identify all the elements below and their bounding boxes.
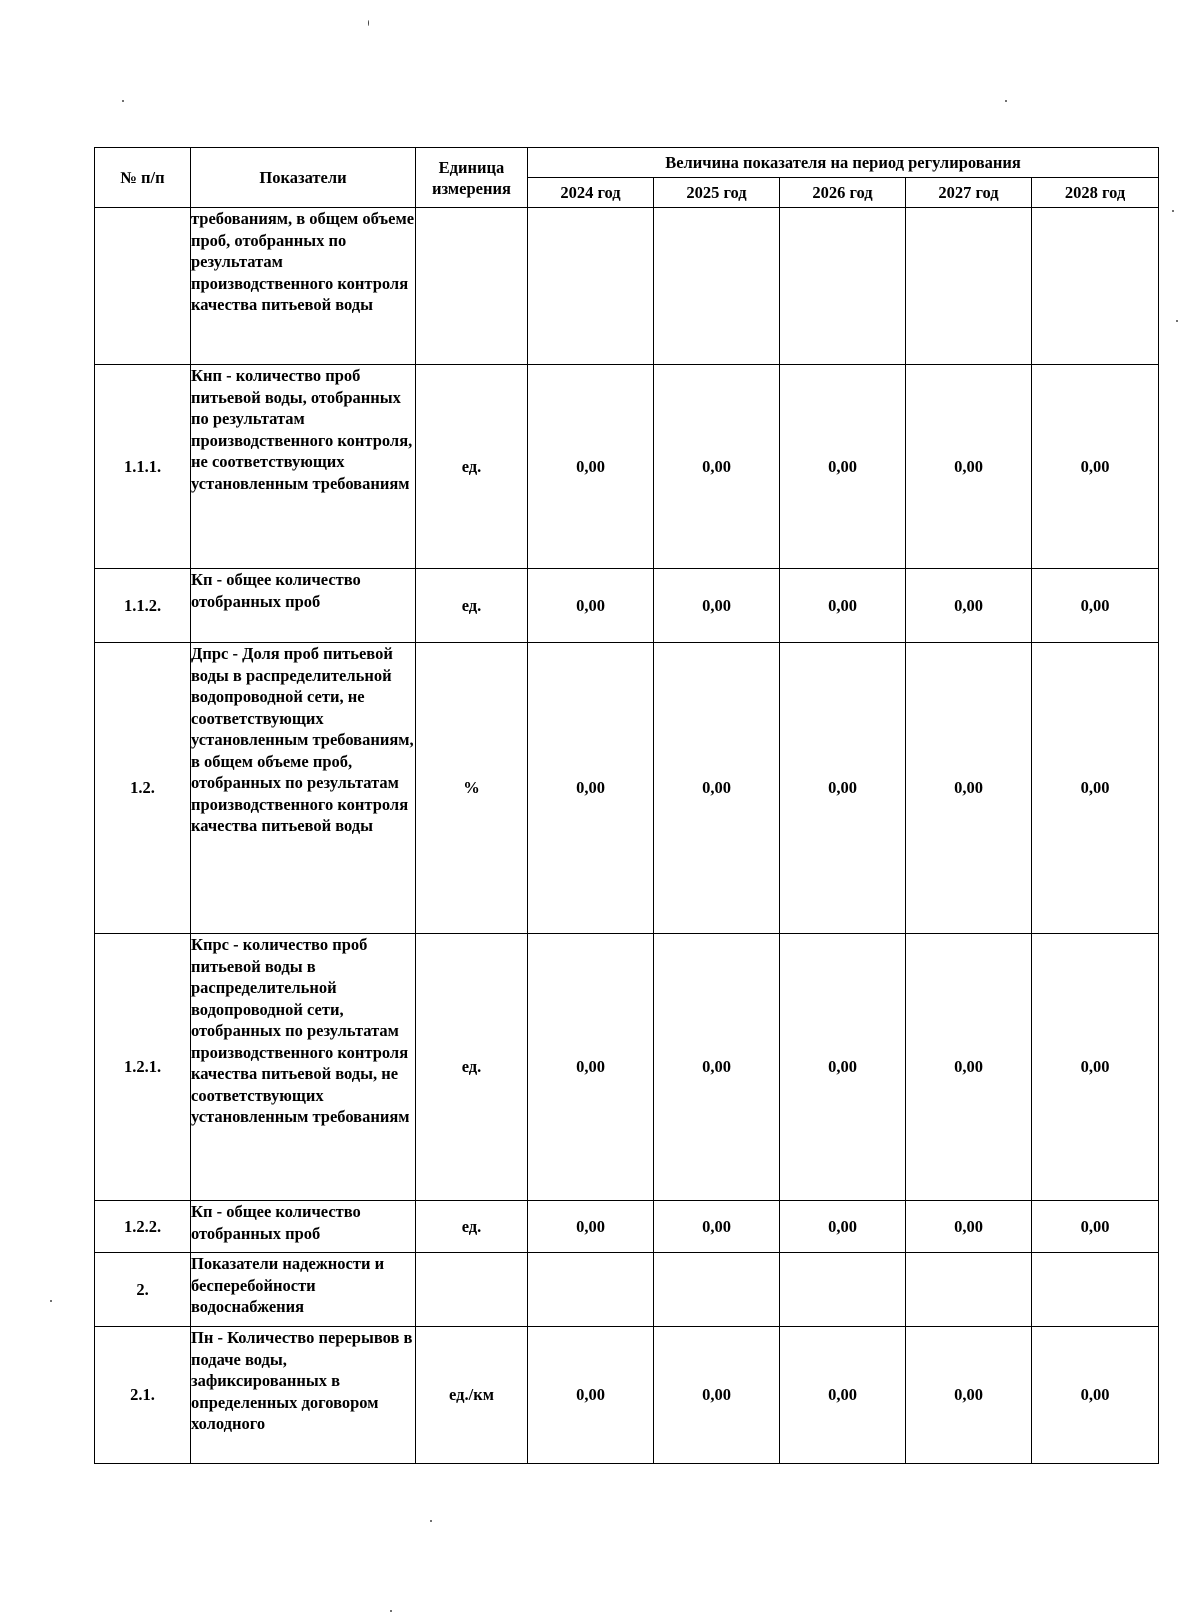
row-value — [906, 1253, 1032, 1327]
row-value: 0,00 — [780, 1201, 906, 1253]
row-number: 1.2. — [95, 643, 191, 934]
row-indicator-text: Кп - общее количество отобранных проб — [191, 1201, 416, 1253]
row-number: 1.2.2. — [95, 1201, 191, 1253]
row-value — [1032, 208, 1159, 365]
scan-speck — [1005, 100, 1007, 102]
row-unit: ед. — [416, 934, 528, 1201]
row-value: 0,00 — [528, 934, 654, 1201]
row-value: 0,00 — [1032, 365, 1159, 569]
row-value: 0,00 — [654, 643, 780, 934]
row-value: 0,00 — [528, 1327, 654, 1464]
row-number: 2.1. — [95, 1327, 191, 1464]
row-value: 0,00 — [906, 569, 1032, 643]
row-unit: ед. — [416, 569, 528, 643]
scan-speck — [122, 100, 124, 102]
row-value: 0,00 — [1032, 643, 1159, 934]
header-row-top — [95, 148, 1159, 178]
row-value: 0,00 — [906, 934, 1032, 1201]
row-value: 0,00 — [906, 1201, 1032, 1253]
header-year: 2028 год — [1032, 178, 1159, 208]
row-unit: ед. — [416, 365, 528, 569]
scan-speck — [50, 1300, 52, 1302]
row-value: 0,00 — [654, 934, 780, 1201]
row-value: 0,00 — [780, 934, 906, 1201]
row-value: 0,00 — [906, 365, 1032, 569]
row-indicator-text: Пн - Количество перерывов в подаче воды, зафиксированных в определенных договором холодного — [191, 1327, 416, 1464]
row-indicator-text: Показатели надежности и бесперебойности водоснабжения — [191, 1253, 416, 1327]
row-number: 1.1.1. — [95, 365, 191, 569]
scan-speck — [368, 20, 369, 26]
scan-speck — [1176, 320, 1178, 322]
row-value: 0,00 — [780, 365, 906, 569]
row-value: 0,00 — [1032, 1201, 1159, 1253]
header-period: Величина показателя на период регулирования — [528, 148, 1159, 178]
row-value: 0,00 — [528, 1201, 654, 1253]
row-value: 0,00 — [528, 365, 654, 569]
row-indicator-text: требованиям, в общем объеме проб, отобранных по результатам производственного контроля качества питьевой воды — [191, 208, 416, 365]
row-value: 0,00 — [906, 1327, 1032, 1464]
table-row — [95, 365, 1159, 569]
row-value — [780, 208, 906, 365]
indicators-table — [94, 147, 1159, 1464]
row-value — [654, 208, 780, 365]
header-year: 2027 год — [906, 178, 1032, 208]
row-value: 0,00 — [654, 365, 780, 569]
table-row — [95, 1253, 1159, 1327]
table-row — [95, 569, 1159, 643]
row-value — [528, 208, 654, 365]
row-value — [1032, 1253, 1159, 1327]
row-value: 0,00 — [906, 643, 1032, 934]
header-year: 2025 год — [654, 178, 780, 208]
table-row — [95, 1327, 1159, 1464]
row-value: 0,00 — [528, 643, 654, 934]
scan-speck — [390, 1610, 392, 1612]
row-value — [780, 1253, 906, 1327]
row-value: 0,00 — [1032, 569, 1159, 643]
row-number — [95, 208, 191, 365]
row-value: 0,00 — [780, 569, 906, 643]
row-value: 0,00 — [1032, 1327, 1159, 1464]
row-indicator-text: Кпрс - количество проб питьевой воды в распределительной водопроводной сети, отобранных по результатам производственного контроля качества питьевой воды, не соответствующих установленным требованиям — [191, 934, 416, 1201]
table-row — [95, 1201, 1159, 1253]
row-value: 0,00 — [654, 1201, 780, 1253]
row-value: 0,00 — [654, 569, 780, 643]
header-num: № п/п — [95, 148, 191, 208]
row-unit: % — [416, 643, 528, 934]
header-unit: Единица измерения — [416, 148, 528, 208]
scan-speck — [1172, 210, 1174, 212]
row-unit: ед. — [416, 1201, 528, 1253]
row-number: 1.1.2. — [95, 569, 191, 643]
row-indicator-text: Кнп - количество проб питьевой воды, отобранных по результатам производственного контроля, не соответствующих установленным требованиям — [191, 365, 416, 569]
row-value — [528, 1253, 654, 1327]
row-unit: ед./км — [416, 1327, 528, 1464]
row-value — [654, 1253, 780, 1327]
header-year: 2026 год — [780, 178, 906, 208]
row-value: 0,00 — [780, 643, 906, 934]
row-value: 0,00 — [1032, 934, 1159, 1201]
row-value — [906, 208, 1032, 365]
table-row — [95, 934, 1159, 1201]
row-value: 0,00 — [528, 569, 654, 643]
row-indicator-text: Дпрс - Доля проб питьевой воды в распределительной водопроводной сети, не соответствующих установленным требованиям, в общем объеме проб, отобранных по результатам производственного контроля качества питьевой воды — [191, 643, 416, 934]
row-value: 0,00 — [654, 1327, 780, 1464]
row-value: 0,00 — [780, 1327, 906, 1464]
row-unit — [416, 1253, 528, 1327]
table-row — [95, 208, 1159, 365]
row-number: 2. — [95, 1253, 191, 1327]
row-number: 1.2.1. — [95, 934, 191, 1201]
header-year: 2024 год — [528, 178, 654, 208]
header-indicator: Показатели — [191, 148, 416, 208]
row-indicator-text: Кп - общее количество отобранных проб — [191, 569, 416, 643]
scan-speck — [430, 1520, 432, 1522]
table-row — [95, 643, 1159, 934]
row-unit — [416, 208, 528, 365]
